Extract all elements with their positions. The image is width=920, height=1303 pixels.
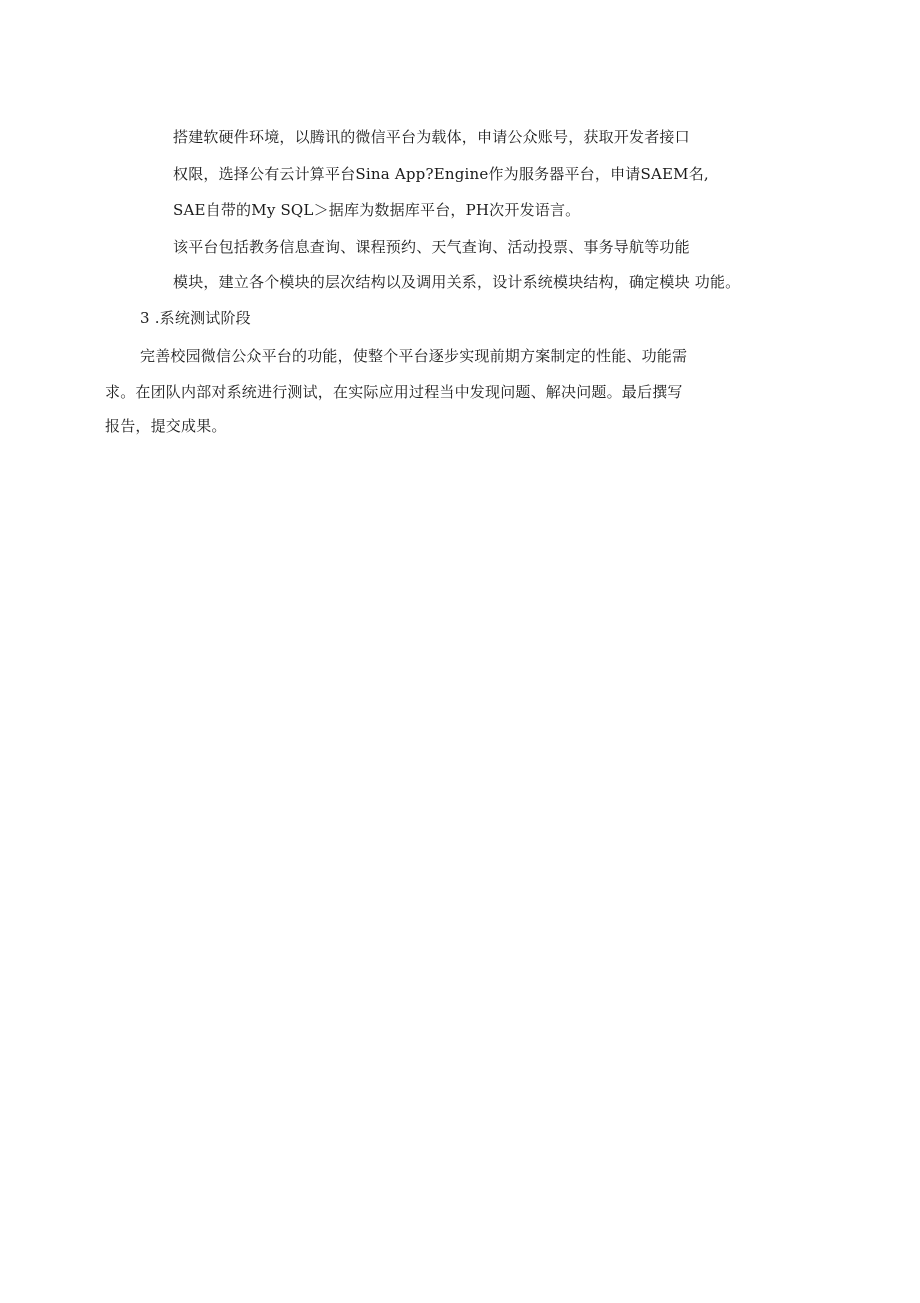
paragraph-env-line-1: 搭建软硬件环境，以腾讯的微信平台为载体，申请公众账号，获取开发者接口	[173, 128, 690, 146]
paragraph-testing-line-2: 求。在团队内部对系统进行测试，在实际应用过程当中发现问题、解决问题。最后撰写	[105, 383, 683, 401]
paragraph-testing-line-1: 完善校园微信公众平台的功能，使整个平台逐步实现前期方案制定的性能、功能需	[140, 347, 688, 365]
paragraph-env-line-2: 权限，选择公有云计算平台Sina App?Engine作为服务器平台，申请SAEM名,	[173, 165, 709, 183]
paragraph-modules-line-1: 该平台包括教务信息查询、课程预约、天气查询、活动投票、事务导航等功能	[173, 238, 690, 256]
paragraph-env-line-3: SAE自带的My SQL＞据库为数据库平台，PH次开发语言。	[173, 201, 581, 219]
paragraph-testing-line-3: 报告，提交成果。	[105, 417, 227, 435]
paragraph-modules-line-2: 模块，建立各个模块的层次结构以及调用关系，设计系统模块结构，确定模块 功能。	[173, 273, 741, 291]
section-heading: 3 .系统测试阶段	[140, 309, 251, 327]
